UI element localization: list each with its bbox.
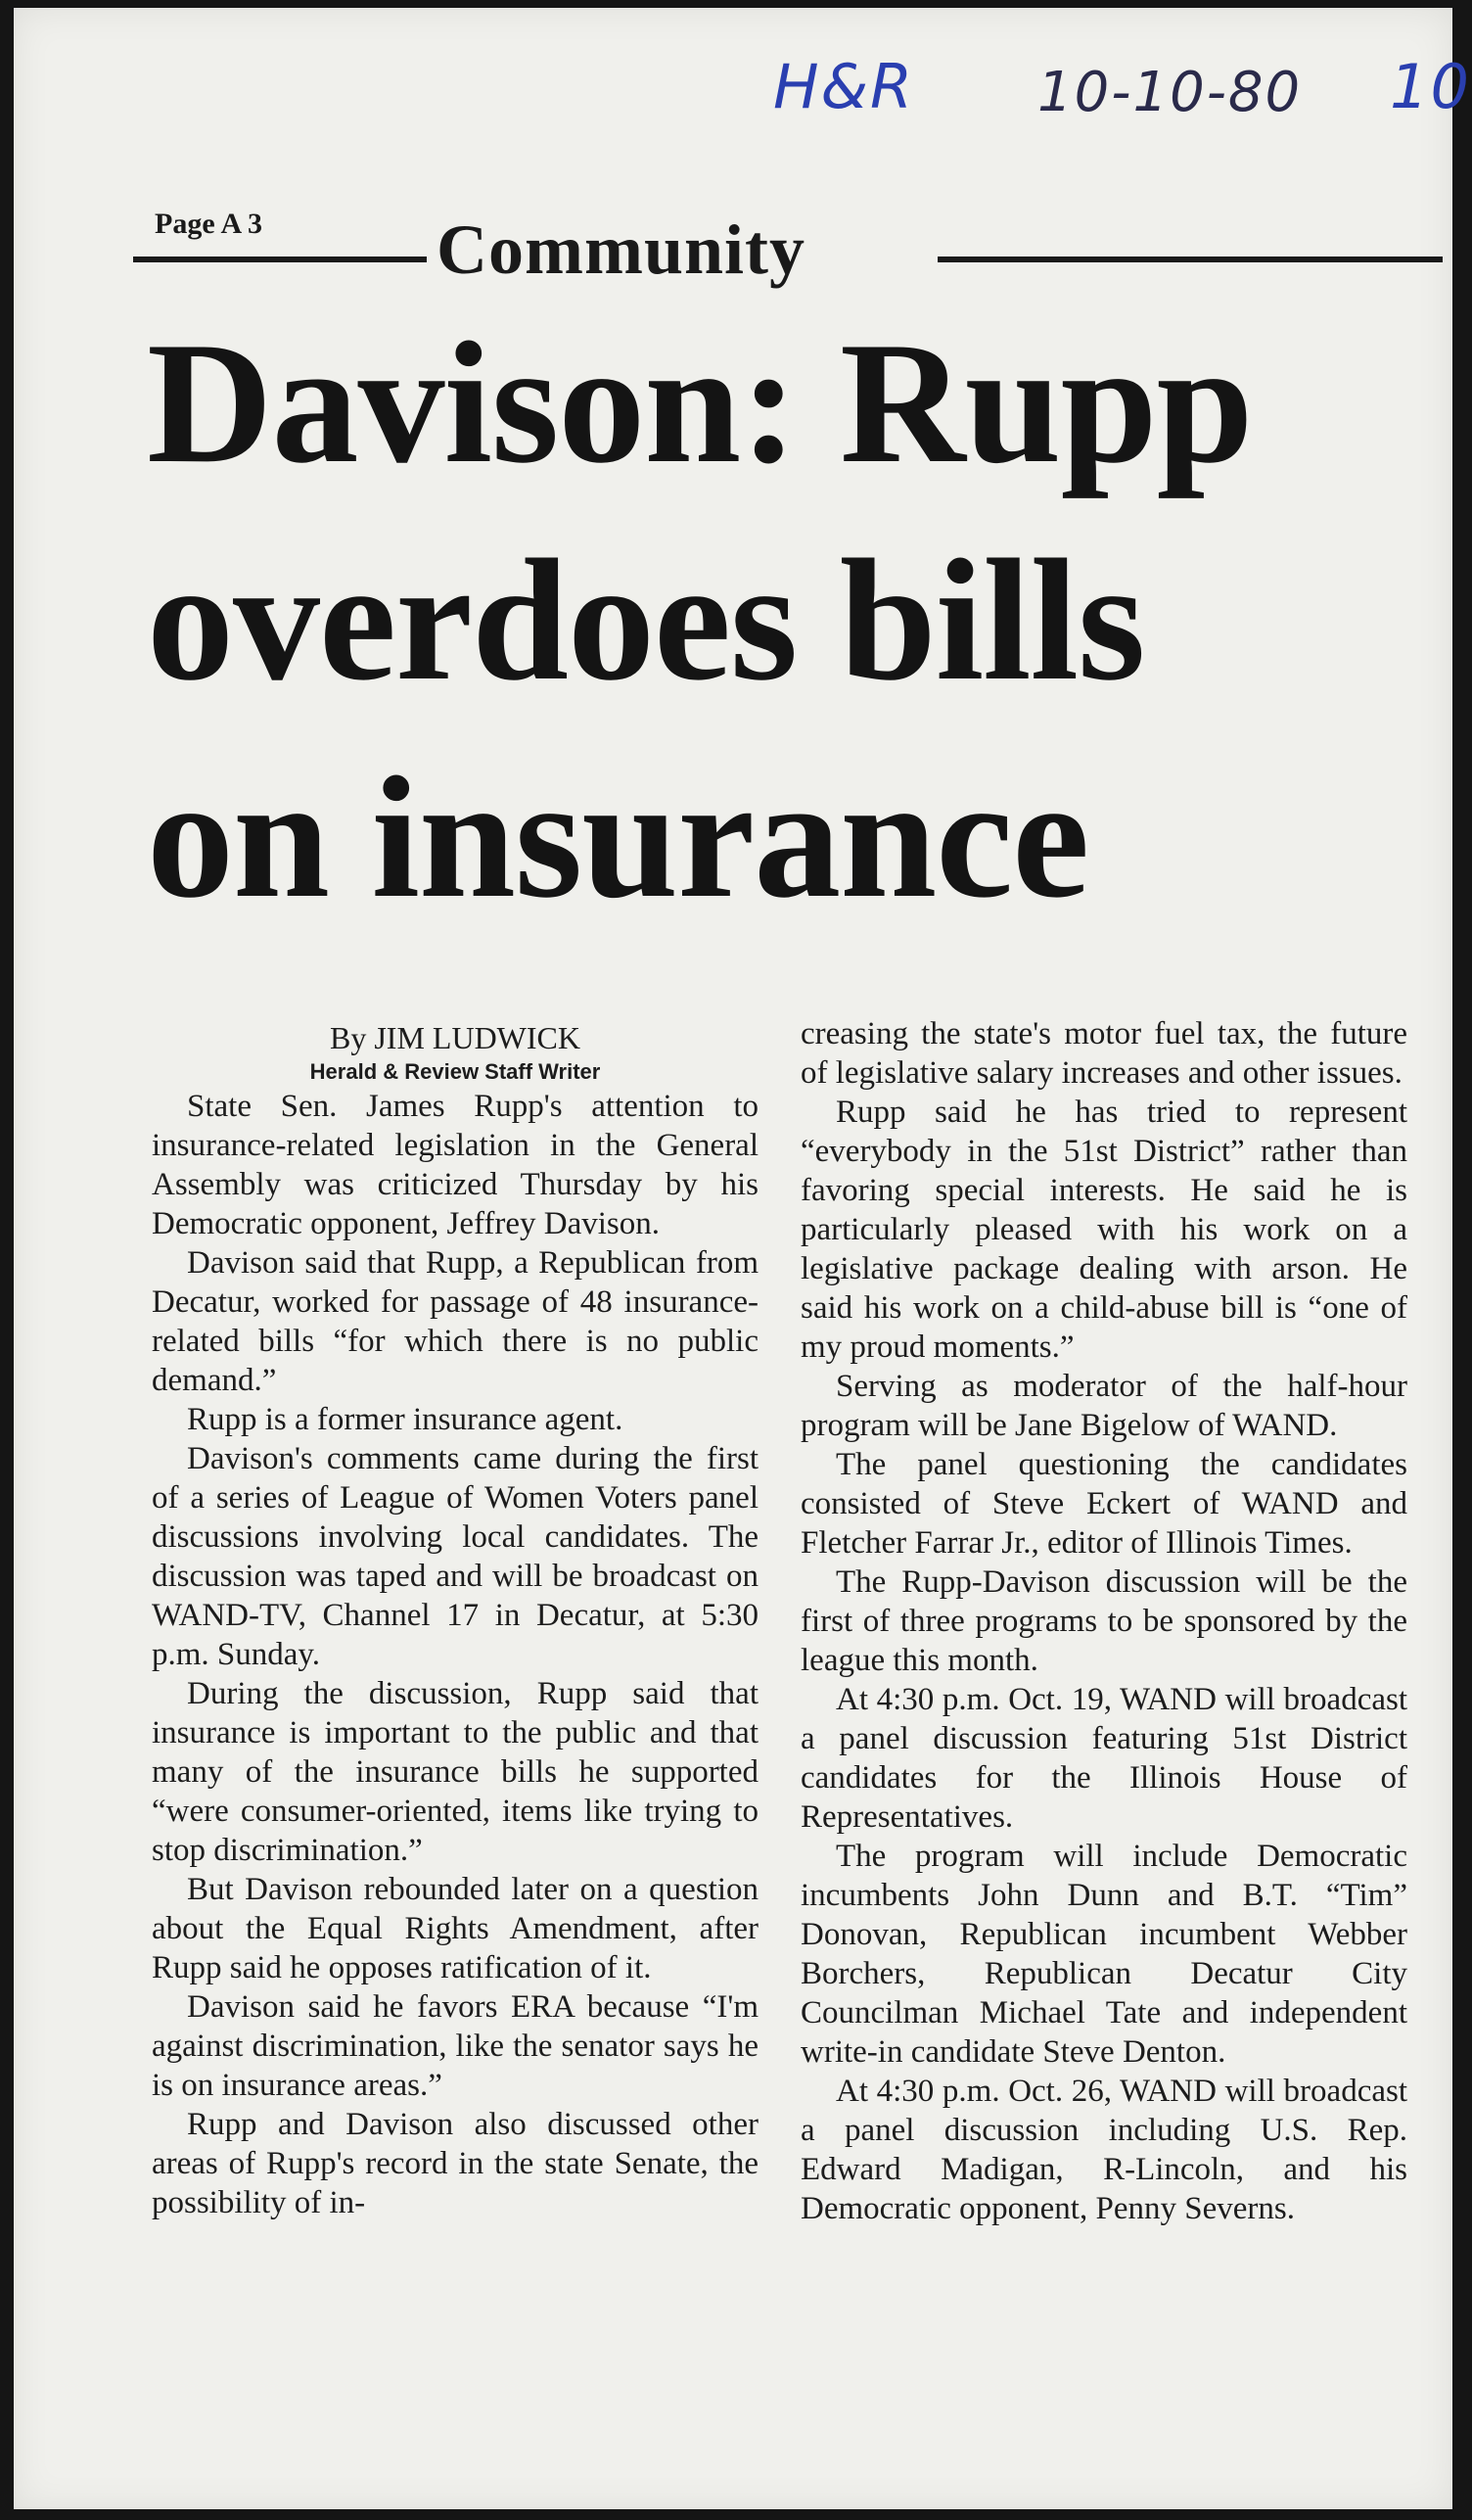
article-paragraph: But Davison rebounded later on a question about the Equal Rights Amendment, after Rupp said he opposes ratification of it. xyxy=(152,1872,759,1985)
article-column-left xyxy=(152,1018,759,2222)
article-paragraph: Rupp said he has tried to represent “everybody in the 51st District” rather than favoring special interests. He said he is particularly pleased with his work on a legislative package dealing with arson. He said his work on a child-abuse bill is “one of my proud moments.” xyxy=(801,1095,1407,1365)
handwritten-page: 10 xyxy=(1390,51,1471,122)
article-paragraph: Davison's comments came during the first of a series of League of Women Voters panel discussions involving local candidates. The discussion was taped and will be broadcast on WAND-TV, Channel 17 in Decatur, at 5:30 p.m. Sunday. xyxy=(152,1441,759,1672)
article-paragraph: The Rupp-Davison discussion will be the first of three programs to be sponsored by the league this month. xyxy=(801,1564,1407,1678)
article-paragraph: The panel questioning the candidates consisted of Steve Eckert of WAND and Fletcher Farrar Jr., editor of Illinois Times. xyxy=(801,1447,1407,1561)
article-paragraph: creasing the state's motor fuel tax, the future of legislative salary increases and other issues. xyxy=(801,1016,1407,1091)
article-paragraph: The program will include Democratic incumbents John Dunn and B.T. “Tim” Donovan, Republican incumbent Webber Borchers, Republican Decatur City Councilman Michael Tate and independent write-in candidate Steve Denton. xyxy=(801,1839,1407,2070)
article-paragraph: At 4:30 p.m. Oct. 26, WAND will broadcast a panel discussion including U.S. Rep. Edward Madigan, R-Lincoln, and his Democratic opponent, Penny Severns. xyxy=(801,2074,1407,2226)
headline-line: Davison: Rupp xyxy=(147,305,1253,499)
section-rule-left xyxy=(133,257,427,262)
headline xyxy=(147,294,1429,946)
byline-affiliation: Herald & Review Staff Writer xyxy=(309,1059,601,1084)
article-paragraph: Rupp is a former insurance agent. xyxy=(187,1402,623,1437)
article-paragraph: State Sen. James Rupp's attention to insurance-related legislation in the General Assembly was criticized Thursday by his Democratic opponent, Jeffrey Davison. xyxy=(152,1089,759,1241)
article-column-right xyxy=(801,1014,1407,2228)
handwritten-date: 10-10-80 xyxy=(1037,61,1303,124)
section-rule-right xyxy=(938,257,1443,262)
section-name: Community xyxy=(437,210,806,289)
page-label: Page A 3 xyxy=(155,208,262,240)
byline: By JIM LUDWICK xyxy=(330,1020,580,1055)
article-paragraph: During the discussion, Rupp said that insurance is important to the public and that many of the insurance bills he supported “were consumer-oriented, items like trying to stop discrimination.” xyxy=(152,1676,759,1868)
article-paragraph: Serving as moderator of the half-hour program will be Jane Bigelow of WAND. xyxy=(801,1369,1407,1443)
article-paragraph: At 4:30 p.m. Oct. 19, WAND will broadcast a panel discussion featuring 51st District candidates for the Illinois House of Representatives. xyxy=(801,1682,1407,1835)
article-paragraph: Rupp and Davison also discussed other areas of Rupp's record in the state Senate, the possibility of in- xyxy=(152,2107,759,2220)
article-paragraph: Davison said he favors ERA because “I'm against discrimination, like the senator says he is on insurance areas.” xyxy=(152,1989,759,2103)
headline-line: overdoes bills xyxy=(147,523,1145,717)
handwritten-publication: H&R xyxy=(773,51,915,122)
article-paragraph: Davison said that Rupp, a Republican from Decatur, worked for passage of 48 insurance-related bills “for which there is no public demand.” xyxy=(152,1245,759,1398)
headline-line: on insurance xyxy=(147,740,1089,934)
